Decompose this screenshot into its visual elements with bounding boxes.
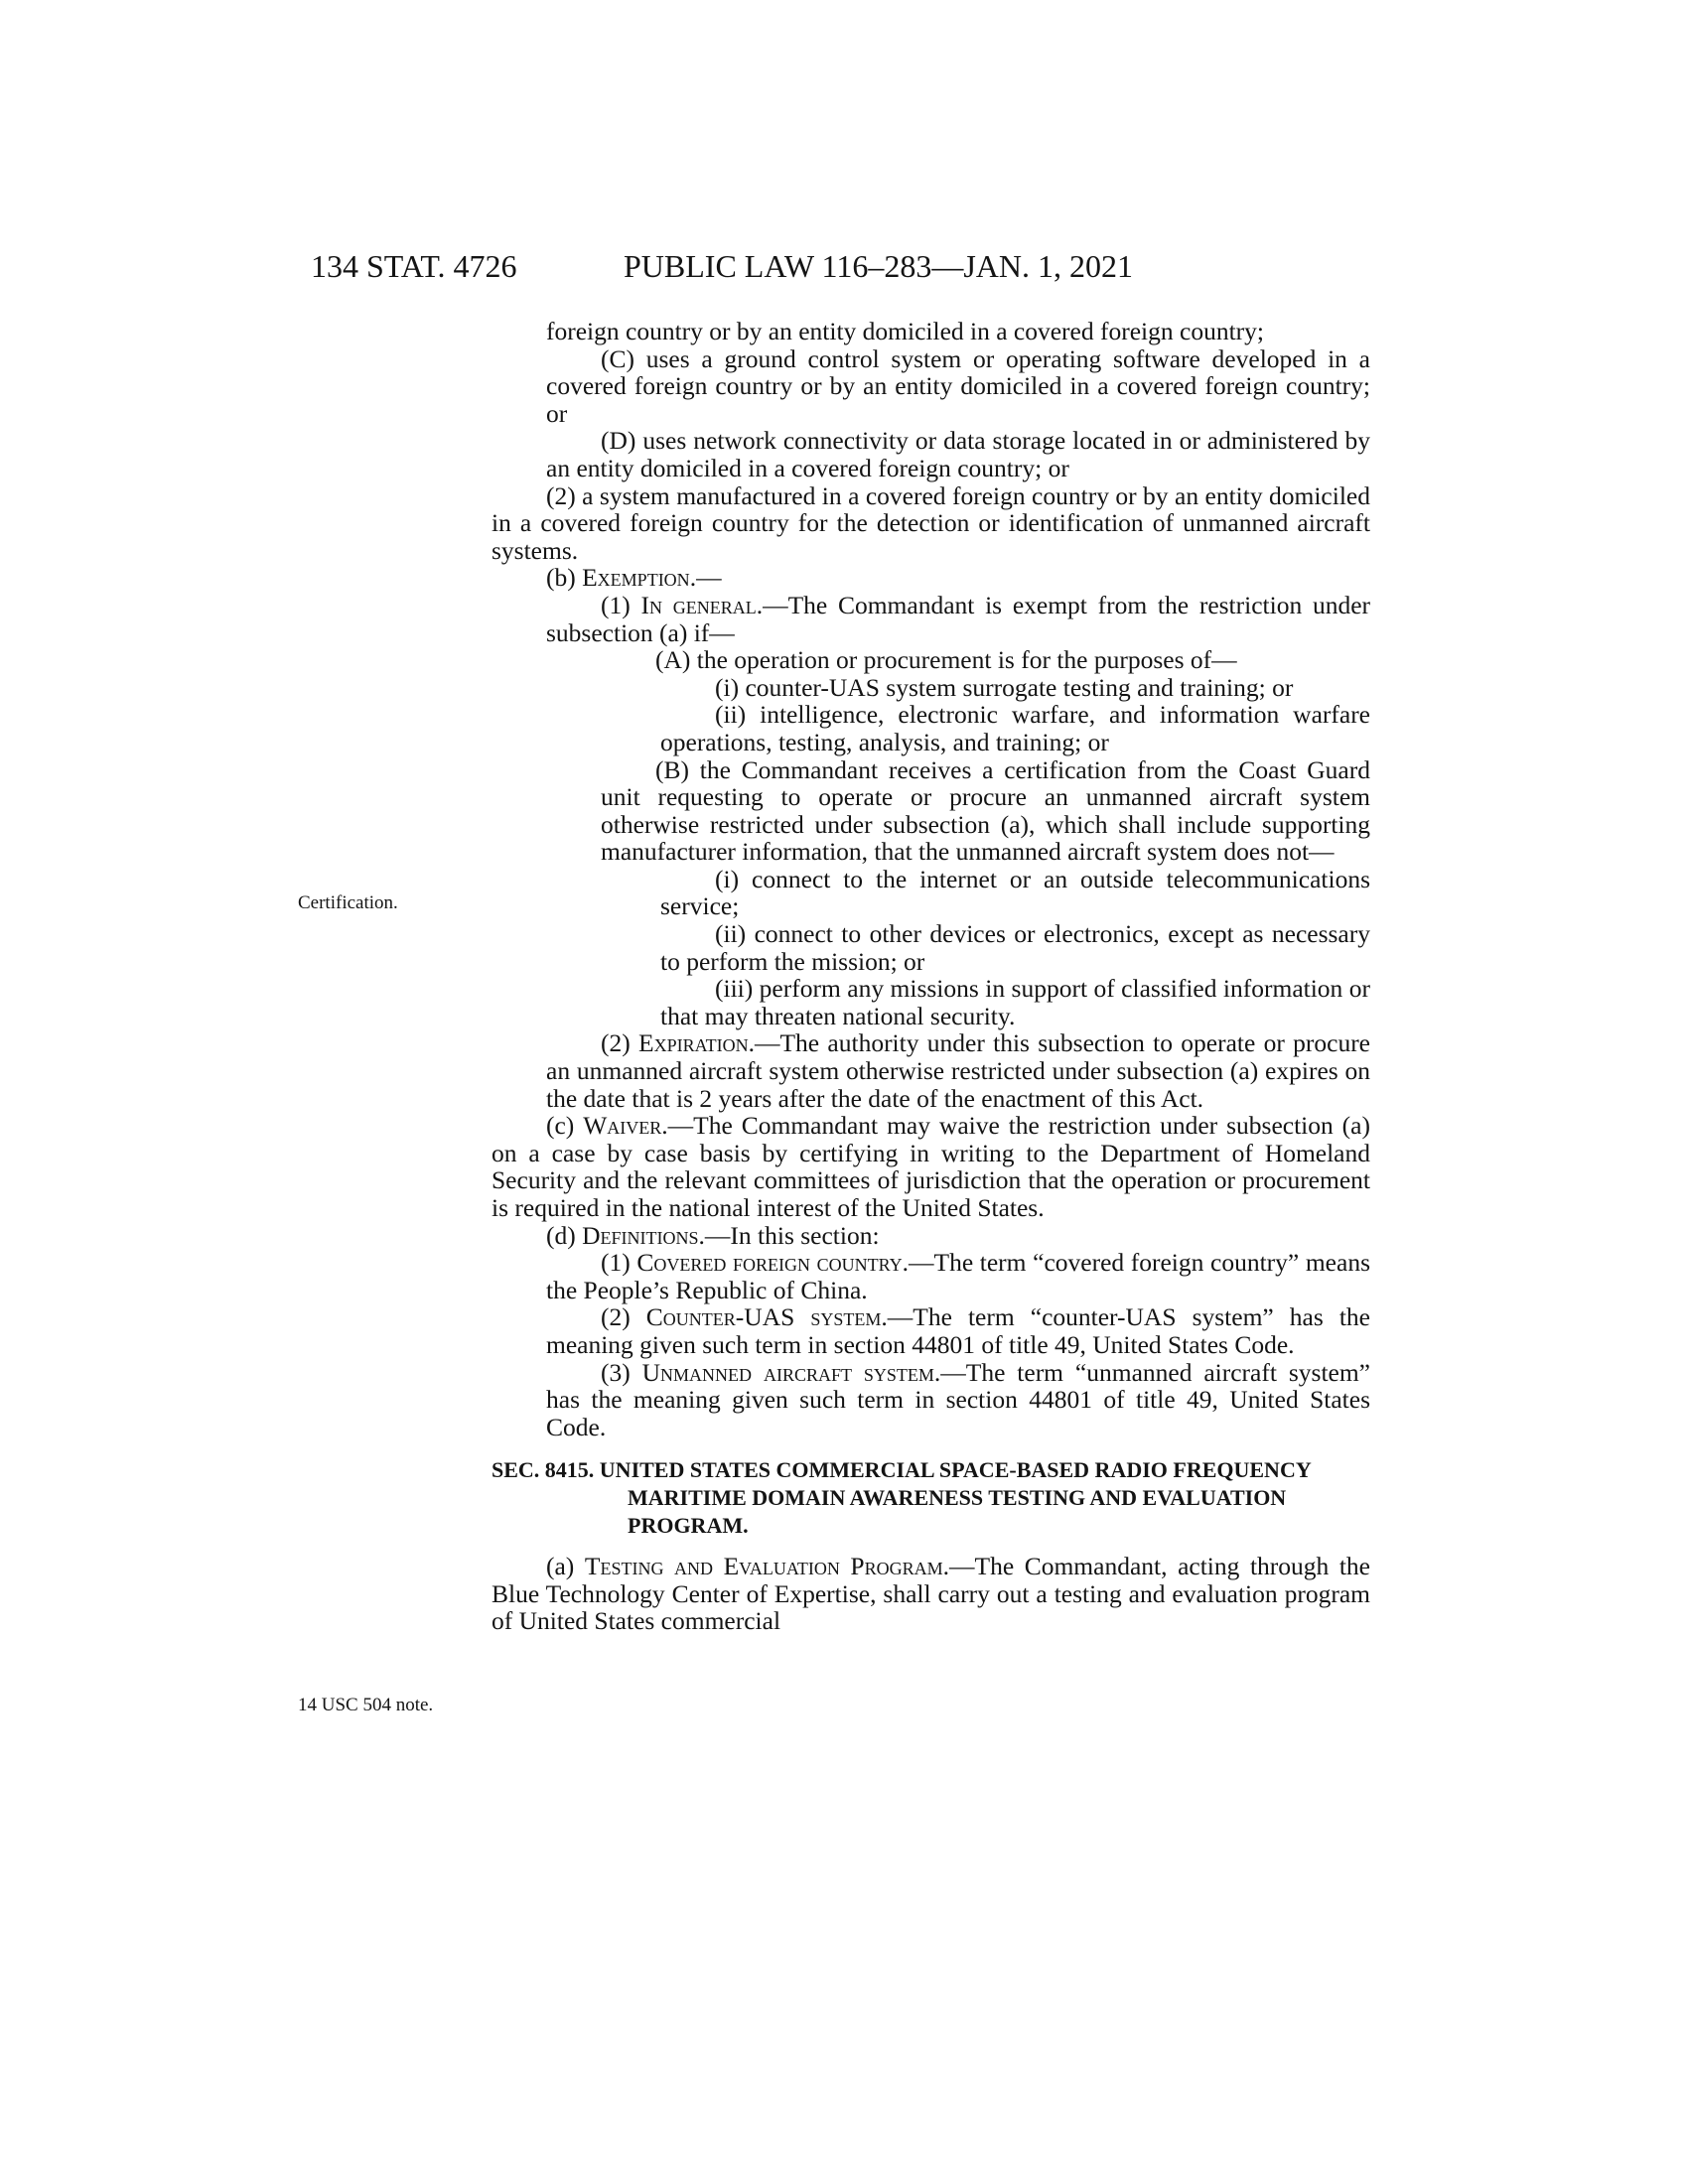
paragraph: (ii) intelligence, electronic warfare, and information warfare operations, testing, analysis, and training; or [660, 700, 1370, 756]
paragraph-number: (2) [601, 1302, 646, 1332]
paragraph: (D) uses network connectivity or data storage located in or administered by an entity domiciled in a covered foreign country; or [546, 426, 1370, 482]
section-heading: SEC. 8415. UNITED STATES COMMERCIAL SPACE-BASED RADIO FREQUENCY MARITIME DOMAIN AWARENESS TESTING AND EVALUATION PROGRAM. [492, 1457, 1311, 1538]
paragraph-heading: Counter-UAS system [645, 1302, 882, 1332]
body-text [492, 318, 1370, 1635]
running-head [0, 246, 1688, 286]
paragraph: (B) the Commandant receives a certification from the Coast Guard unit requesting to operate or procure an unmanned aircraft system otherwise restricted under subsection (a), which shall include supporting manufacturer information, that the unmanned aircraft system does not— [601, 754, 1370, 867]
subsection-number: (d) [546, 1220, 583, 1250]
paragraph: (ii) connect to other devices or electronics, except as necessary to perform the mission; or [660, 919, 1370, 976]
paragraph [492, 592, 1370, 646]
law-citation: PUBLIC LAW 116–283—JAN. 1, 2021 [624, 248, 1133, 284]
paragraph-text: .—The Commandant is exempt from the restriction under subsection (a) if— [546, 590, 1371, 647]
paragraph-number: (3) [601, 1357, 642, 1387]
paragraph: (C) uses a ground control system or operating software developed in a covered foreign country or by an entity domiciled in a covered foreign country; or [546, 343, 1370, 428]
paragraph-number: (1) [601, 1248, 637, 1278]
paragraph [492, 1249, 1370, 1303]
subsection-text: .—The Commandant, acting through the Blue Technology Center of Expertise, shall carry out a testing and evaluation program of United States commercial [492, 1552, 1370, 1636]
page-citation: 134 STAT. 4726 [311, 248, 517, 284]
subsection-number: (c) [546, 1111, 584, 1141]
subsection-text: .—In this section: [698, 1220, 880, 1250]
subsection-heading: Waiver [583, 1111, 662, 1141]
paragraph-heading: Unmanned aircraft system [641, 1357, 934, 1387]
paragraph-heading: Covered foreign country [636, 1248, 903, 1278]
paragraph-heading: In general [640, 590, 757, 619]
paragraph [492, 1029, 1370, 1112]
paragraph-text: .—The term “covered foreign country” means the People’s Republic of China. [546, 1248, 1370, 1304]
paragraph-number: (1) [601, 590, 641, 619]
subsection-number: (a) [546, 1552, 585, 1581]
subsection-a [492, 1553, 1370, 1635]
subsection-d [492, 1222, 1370, 1250]
paragraph: (i) counter-UAS system surrogate testing and training; or [715, 672, 1294, 702]
paragraph-heading: Expiration [638, 1028, 749, 1058]
paragraph: (2) a system manufactured in a covered foreign country or by an entity domiciled in a covered foreign country for the detection or identification of unmanned aircraft systems. [492, 480, 1370, 565]
subsection-text: .—The Commandant may waive the restriction under subsection (a) on a case by case basis by certifying in writing to the Department of Homeland Security and the relevant committees of jurisdiction that the operation or procurement is required in the national interest of the United States. [492, 1111, 1370, 1222]
paragraph-text: .—The term “counter-UAS system” has the meaning given such term in section 44801 of title 49, United States Code. [546, 1302, 1371, 1359]
paragraph: (iii) perform any missions in support of classified information or that may threaten national security. [660, 974, 1370, 1030]
paragraph-number: (2) [601, 1028, 639, 1058]
subsection-heading: Definitions [582, 1220, 699, 1250]
paragraph-text: .—The authority under this subsection to operate or procure an unmanned aircraft system otherwise restricted under subsection (a) expires on the date that is 2 years after the date of the enactment of this Act. [546, 1028, 1371, 1113]
margin-note-certification: Certification. [298, 892, 398, 913]
subsection-heading: Exemption [582, 563, 690, 593]
subsection-c [492, 1112, 1370, 1221]
paragraph-text: .—The term “unmanned aircraft system” has the meaning given such term in section 44801 of title 49, United States Code. [546, 1357, 1370, 1441]
subsection-text: .— [689, 563, 722, 593]
subsection-heading: Testing and Evaluation Program [584, 1552, 943, 1581]
paragraph [492, 1359, 1370, 1441]
subsection-b [492, 564, 1370, 592]
paragraph: (i) connect to the internet or an outside telecommunications service; [660, 864, 1370, 921]
subsection-number: (b) [546, 563, 583, 593]
paragraph [492, 1303, 1370, 1358]
paragraph: (A) the operation or procurement is for the purposes of— [655, 645, 1237, 675]
paragraph: foreign country or by an entity domiciled in a covered foreign country; [546, 317, 1264, 345]
margin-note-usc: 14 USC 504 note. [298, 1695, 434, 1715]
